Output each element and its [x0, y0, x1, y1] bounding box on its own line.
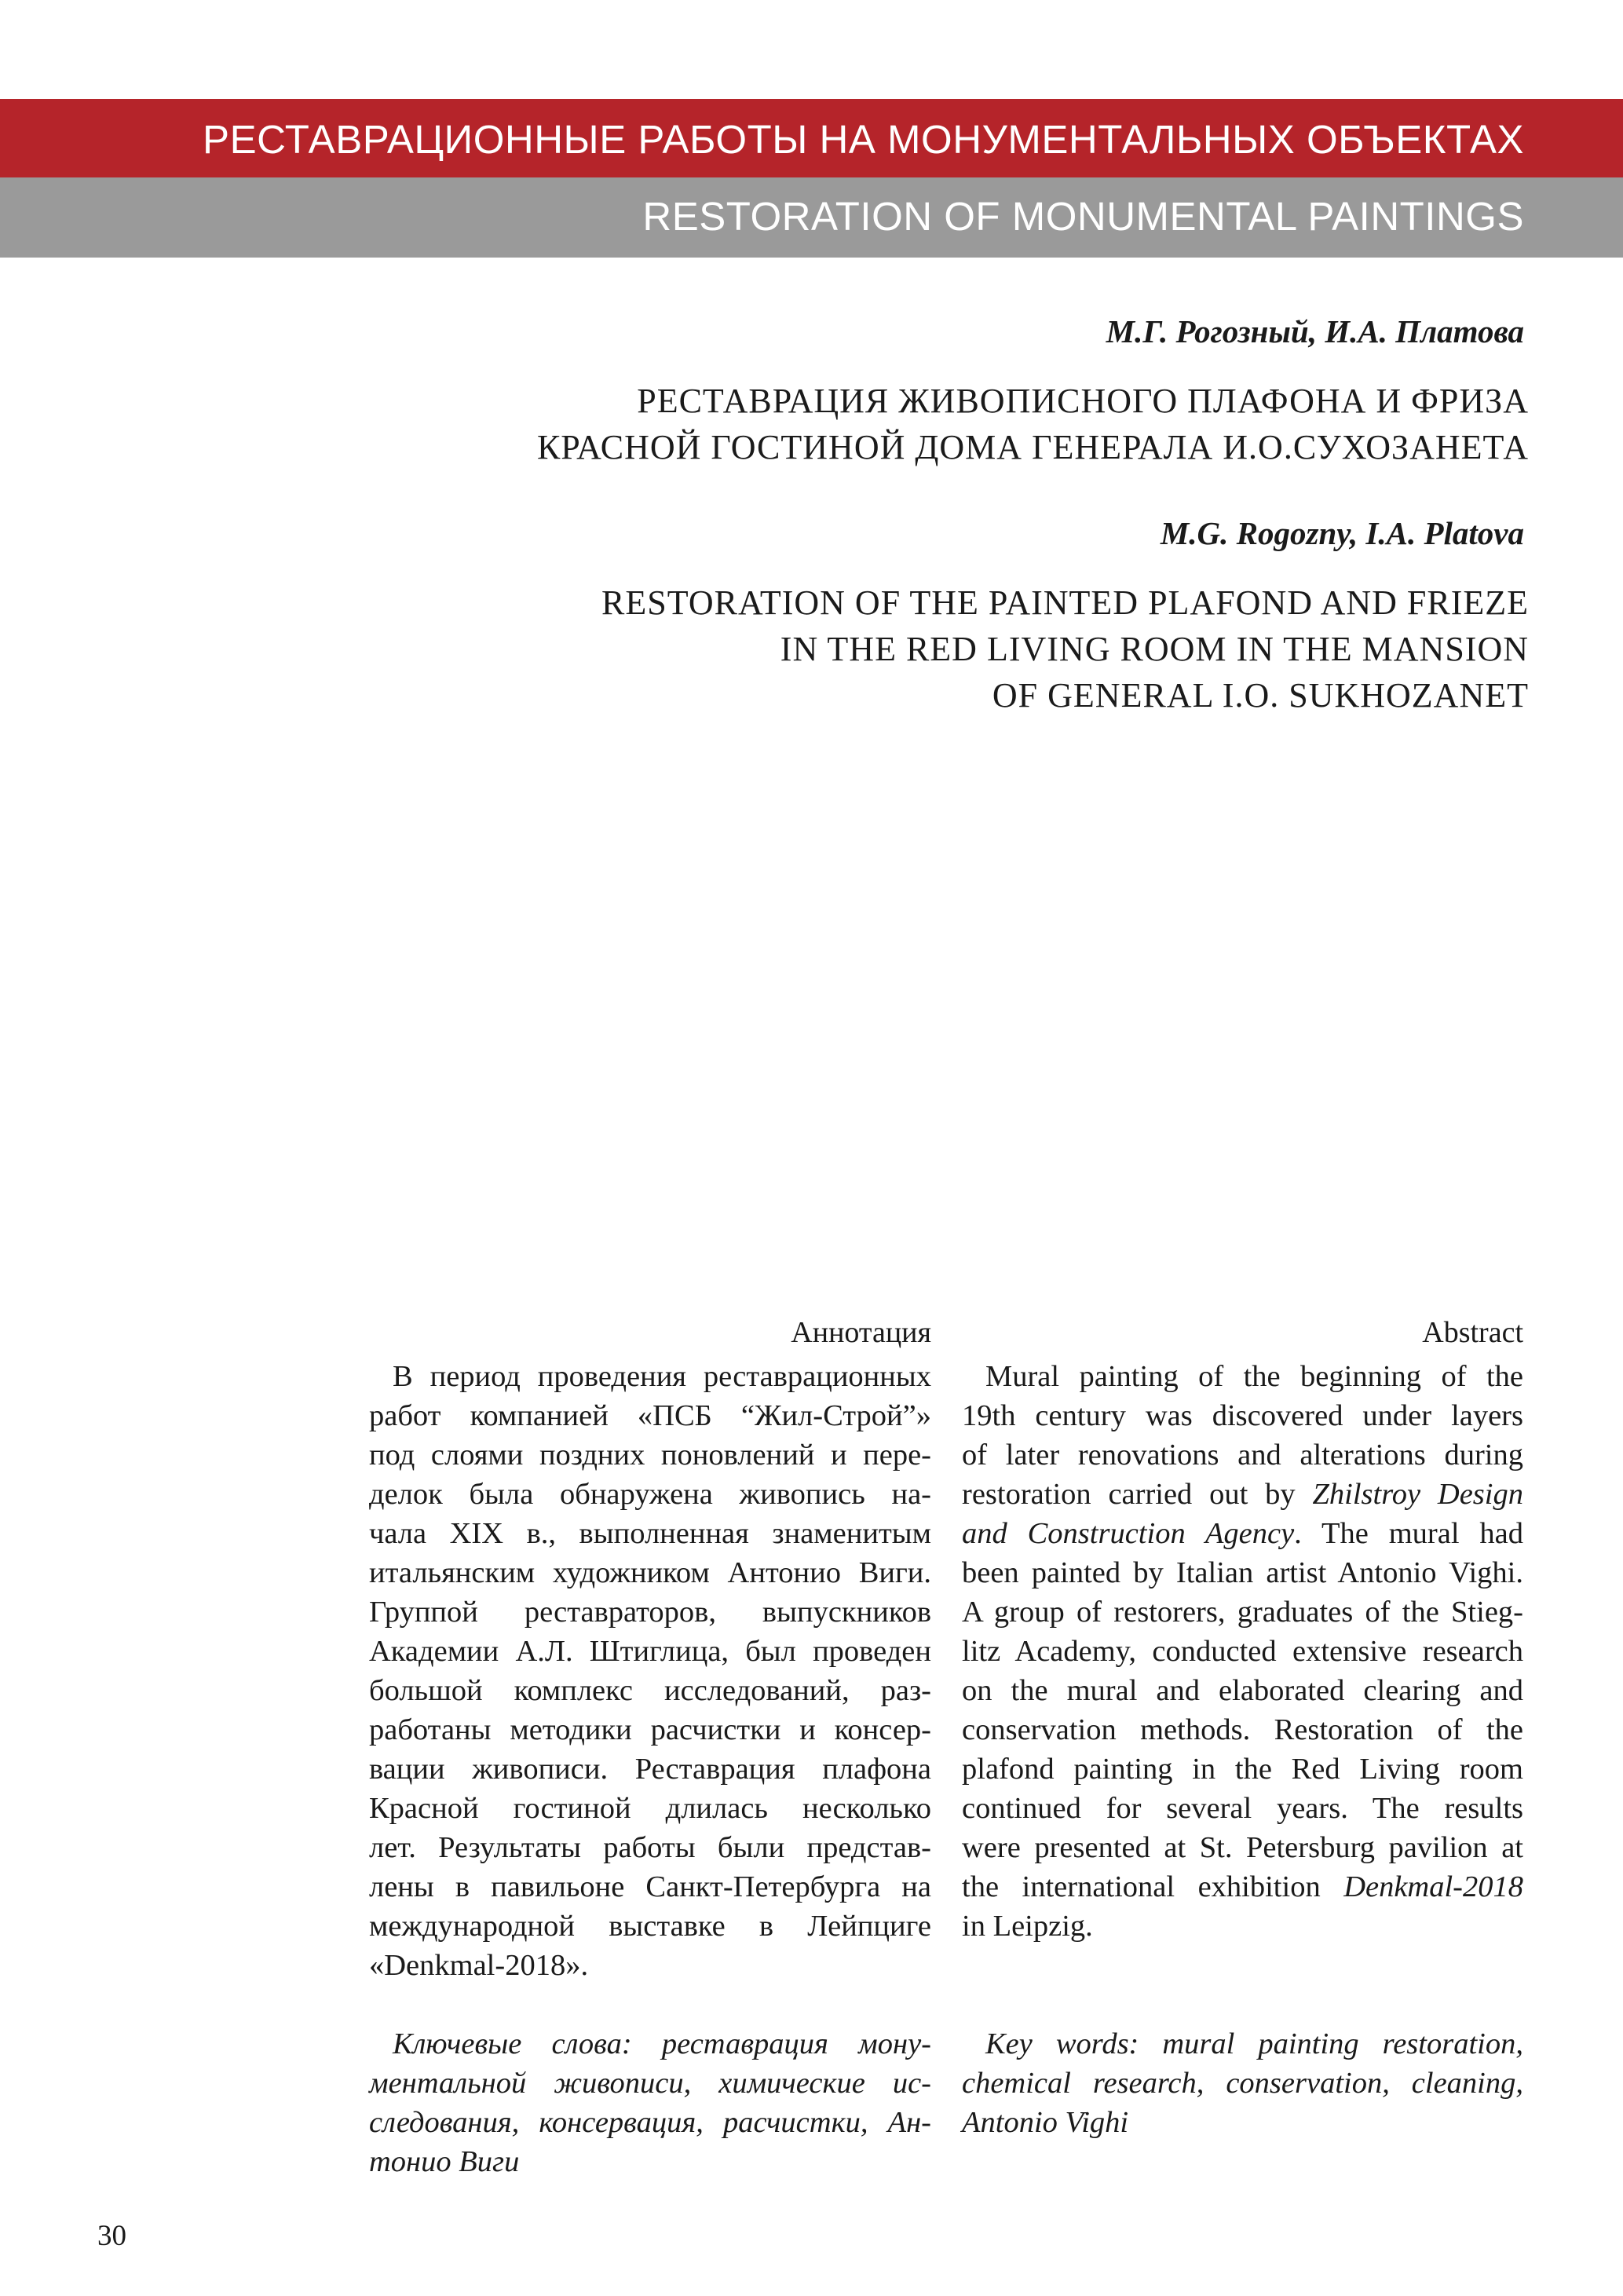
abstract-ru-line: международной выставке в Лейпциге	[369, 1910, 931, 1943]
abstract-en-line	[962, 1475, 1523, 1514]
section-band-english	[0, 177, 1623, 258]
article-title-ru	[537, 378, 1529, 470]
page-number: 30	[97, 2220, 126, 2252]
abstract-en-column	[962, 1313, 1523, 2142]
abstract-en-line: A group of restorers, graduates of the Stieg-	[962, 1596, 1523, 1629]
keywords-en-line: Antonio Vighi	[962, 2106, 1129, 2139]
title-en-line: RESTORATION OF THE PAINTED PLAFOND AND FRIEZE	[601, 583, 1529, 622]
keywords-ru-line: следования, консервация, расчистки, Ан-	[369, 2106, 931, 2139]
abstract-ru-line: делок была обнаружена живопись на-	[369, 1478, 931, 1511]
abstract-en-line: continued for several years. The results	[962, 1792, 1523, 1825]
keywords-en	[962, 2024, 1523, 2142]
abstract-ru-line: Группой реставраторов, выпускников	[369, 1596, 931, 1629]
abstract-en-heading: Abstract	[1422, 1316, 1523, 1349]
abstract-en-line: 19th century was discovered under layers	[962, 1399, 1523, 1432]
authors-en: M.G. Rogozny, I.A. Platova	[1160, 515, 1524, 551]
abstract-en-line: in Leipzig.	[962, 1910, 1093, 1943]
abstract-ru-line: большой комплекс исследований, раз-	[369, 1674, 931, 1707]
abstract-en-line: litz Academy, conducted extensive research	[962, 1635, 1523, 1668]
abstract-ru-line: лены в павильоне Санкт-Петербурга на	[369, 1870, 931, 1903]
title-ru-line: РЕСТАВРАЦИЯ ЖИВОПИСНОГО ПЛАФОНА И ФРИЗА	[637, 382, 1529, 420]
abstract-en-line: of later renovations and alterations during	[962, 1439, 1523, 1472]
abstract-en-text: . The mural had	[1294, 1517, 1523, 1550]
abstract-en-line: were presented at St. Petersburg pavilion at	[962, 1831, 1523, 1864]
abstract-en-line: Mural painting of the beginning of the	[985, 1360, 1523, 1393]
exhibition-name: Denkmal-2018	[1343, 1870, 1523, 1903]
abstract-en-body	[962, 1357, 1523, 1946]
abstract-ru-line: вации живописи. Реставрация плафона	[369, 1753, 931, 1786]
keywords-ru	[369, 2024, 931, 2181]
abstract-ru-line: Академии А.Л. Штиглица, был проведен	[369, 1635, 931, 1668]
abstract-ru-line: В период проведения реставрационных	[393, 1360, 931, 1393]
title-ru-line: КРАСНОЙ ГОСТИНОЙ ДОМА ГЕНЕРАЛА И.О.СУХОЗАНЕТА	[536, 428, 1529, 466]
keywords-en-line: Key words: mural painting restoration,	[985, 2027, 1523, 2060]
abstract-en-line: conservation methods. Restoration of the	[962, 1713, 1523, 1746]
abstract-ru-line: Красной гостиной длилась несколько	[369, 1792, 931, 1825]
keywords-en-line: chemical research, conservation, cleaning,	[962, 2067, 1523, 2100]
title-en-line: IN THE RED LIVING ROOM IN THE MANSION	[780, 630, 1529, 668]
section-title-ru: РЕСТАВРАЦИОННЫЕ РАБОТЫ НА МОНУМЕНТАЛЬНЫХ ОБЪЕКТАХ	[203, 117, 1524, 162]
section-title-en: RESTORATION OF MONUMENTAL PAINTINGS	[642, 194, 1524, 239]
keywords-ru-line: Ключевые слова: реставрация мону-	[393, 2027, 931, 2060]
article-title-en	[601, 579, 1529, 718]
abstract-ru-line: лет. Результаты работы были представ-	[369, 1831, 931, 1864]
abstract-ru-line: работаны методики расчистки и консер-	[369, 1713, 931, 1746]
abstract-ru-column	[369, 1313, 931, 2181]
authors-ru: М.Г. Рогозный, И.А. Платова	[1106, 313, 1524, 349]
abstract-en-line	[962, 1867, 1523, 1907]
abstract-en-line: on the mural and elaborated clearing and	[962, 1674, 1523, 1707]
abstract-ru-line: под слоями поздних поновлений и пере-	[369, 1439, 931, 1472]
abstract-ru-heading: Аннотация	[791, 1316, 931, 1349]
agency-name-part2: and Construction Agency	[962, 1517, 1295, 1550]
abstract-ru-body	[369, 1357, 931, 1985]
abstract-ru-line: итальянским художником Антонио Виги.	[369, 1556, 931, 1589]
abstract-en-line: been painted by Italian artist Antonio Vighi.	[962, 1556, 1523, 1589]
abstract-en-line	[962, 1514, 1523, 1553]
abstract-en-text: restoration carried out by	[962, 1478, 1313, 1511]
abstract-ru-line: «Denkmal-2018».	[369, 1949, 589, 1982]
agency-name-part1: Zhilstroy Design	[1312, 1478, 1523, 1511]
abstract-ru-line: работ компанией «ПСБ “Жил-Строй”»	[369, 1399, 931, 1432]
section-band-russian	[0, 99, 1623, 177]
keywords-ru-line: ментальной живописи, химические ис-	[369, 2067, 931, 2100]
title-en-line: OF GENERAL I.O. SUKHOZANET	[992, 676, 1529, 715]
abstract-ru-line: чала XIX в., выполненная знаменитым	[369, 1517, 931, 1550]
abstract-en-line: plafond painting in the Red Living room	[962, 1753, 1523, 1786]
abstract-en-text: the international exhibition	[962, 1870, 1344, 1903]
keywords-ru-line: тонио Виги	[369, 2145, 520, 2178]
